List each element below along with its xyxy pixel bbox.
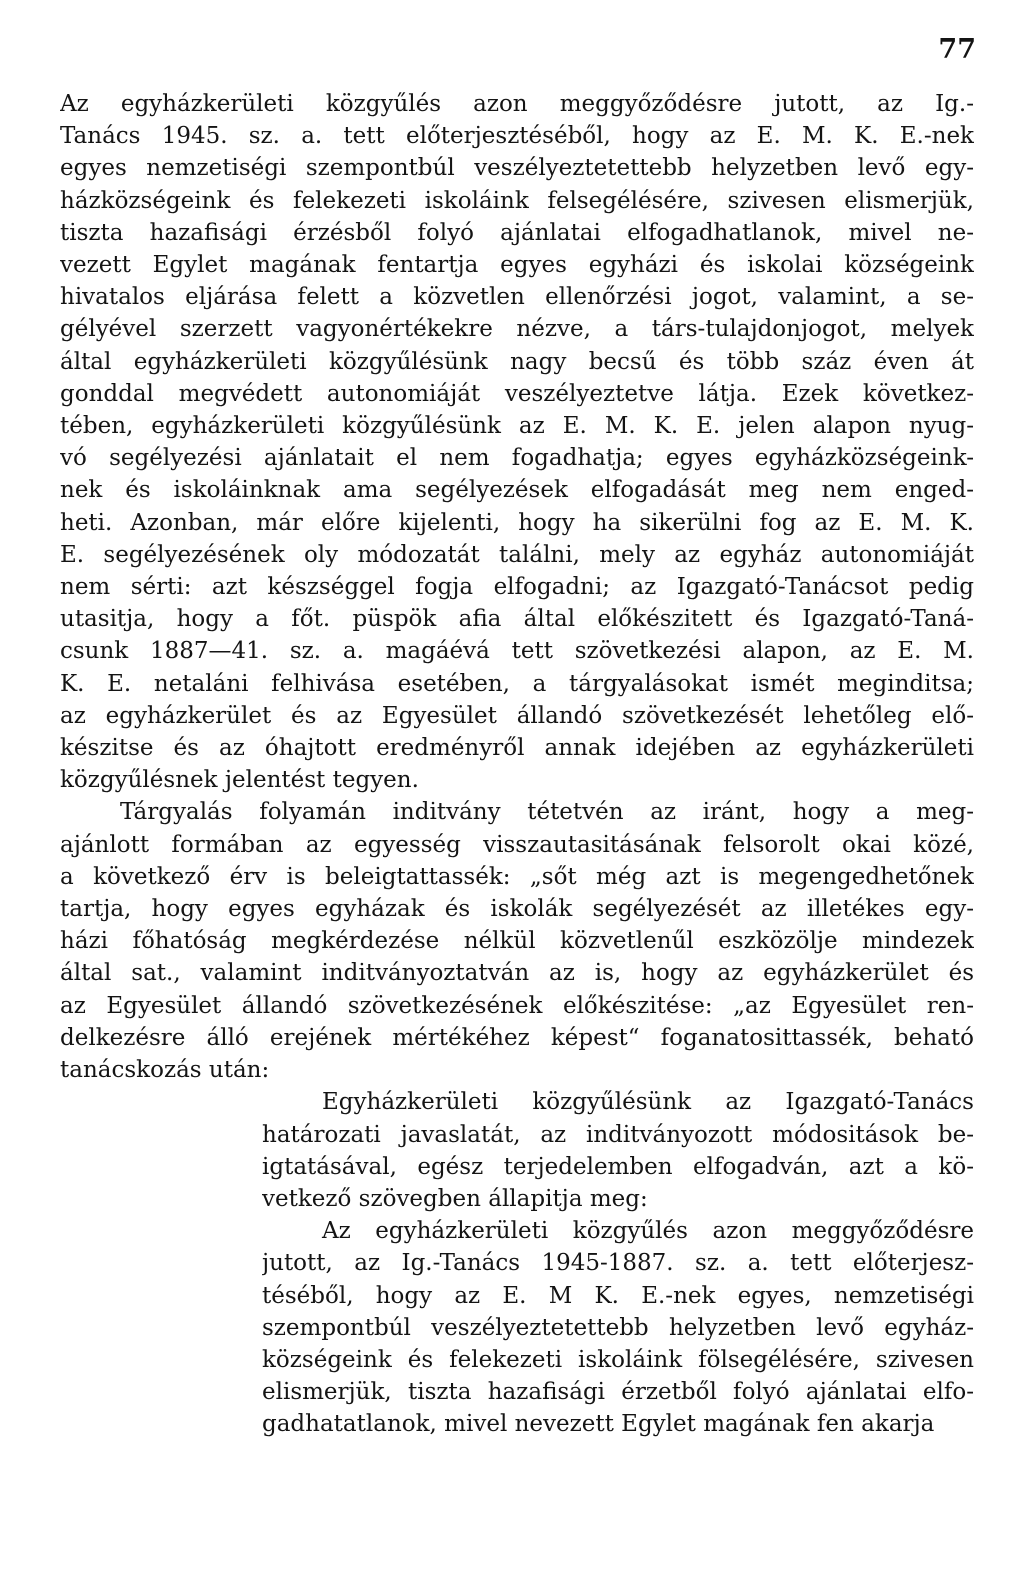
text-line: K. E. netaláni felhivása esetében, a tárgyalásokat ismét meginditsa; (60, 670, 974, 697)
text-line: vó segélyezési ajánlatait el nem fogadhatja; egyes egyházközségeink- (60, 445, 974, 472)
text-line: tiszta hazafisági érzésből folyó ajánlatai elfogadhatlanok, mivel ne- (60, 219, 974, 246)
quoted-resolution-block (262, 1086, 974, 1440)
text-line: Egyházkerületi közgyűlésünk az Igazgató-Tanács (322, 1089, 974, 1116)
text-line: tartja, hogy egyes egyházak és iskolák segélyezését az illetékes egy- (60, 896, 974, 923)
text-line: utasitja, hogy a főt. püspök afia által előkészitett és Igazgató-Taná- (60, 606, 974, 633)
text-line: gonddal megvédett autonomiáját veszélyeztetve látja. Ezek következ- (60, 380, 974, 407)
text-line: jutott, az Ig.-Tanács 1945-1887. sz. a. tett előterjesz- (262, 1250, 974, 1277)
text-line: elismerjük, tiszta hazafisági érzetből folyó ajánlatai elfo- (262, 1379, 974, 1406)
text-line: ajánlott formában az egyesség visszautasitásának felsorolt okai közé, (60, 831, 974, 858)
text-line: tanácskozás után: (60, 1057, 270, 1084)
text-line: által sat., valamint inditványoztatván az is, hogy az egyházkerület és (60, 960, 974, 987)
text-line: a következő érv is beleigtattassék: „sőt még azt is megengedhetőnek (60, 863, 974, 890)
text-line: szempontbúl veszélyeztetettebb helyzetben levő egyház- (262, 1314, 974, 1341)
text-line: közgyűlésnek jelentést tegyen. (60, 767, 419, 794)
text-line: téséből, hogy az E. M K. E.-nek egyes, nemzetiségi (262, 1282, 974, 1309)
paragraph-adopted-text (262, 1215, 974, 1440)
text-line: hivatalos eljárása felett a közvetlen ellenőrzési jogot, valamint, a se- (60, 284, 974, 311)
text-line: vezett Egylet magának fentartja egyes egyházi és iskolai községeink (60, 252, 974, 279)
text-line: Tárgyalás folyamán inditvány tétetvén az iránt, hogy a meg- (120, 799, 974, 826)
text-line: házközségeink és felekezeti iskoláink felsegélésére, szivesen elismerjük, (60, 187, 974, 214)
text-line: határozati javaslatát, az inditványozott módositások be- (262, 1121, 974, 1148)
text-line: Az egyházkerületi közgyűlés azon meggyőződésre (322, 1218, 974, 1245)
text-line: csunk 1887—41. sz. a. magáévá tett szövetkezési alapon, az E. M. (60, 638, 974, 665)
page-body (60, 88, 974, 1441)
paragraph-resolution-intro (60, 88, 974, 796)
text-line: delkezésre álló erejének mértékéhez képest“ foganatosittassék, beható (60, 1024, 974, 1051)
text-line: községeink és felekezeti iskoláink fölsegélésére, szivesen (262, 1346, 974, 1373)
text-line: tében, egyházkerületi közgyűlésünk az E. M. K. E. jelen alapon nyug- (60, 413, 974, 440)
paragraph-adoption-statement (262, 1086, 974, 1215)
text-line: házi főhatóság megkérdezése nélkül közvetlenűl eszközölje mindezek (60, 928, 974, 955)
text-line: heti. Azonban, már előre kijelenti, hogy ha sikerülni fog az E. M. K. (60, 509, 974, 536)
text-line: gélyével szerzett vagyonértékekre nézve, a társ-tulajdonjogot, melyek (60, 316, 974, 343)
text-line: az egyházkerület és az Egyesület állandó szövetkezését lehetőleg elő- (60, 702, 974, 729)
text-line: nem sérti: azt készséggel fogja elfogadni; az Igazgató-Tanácsot pedig (60, 574, 974, 601)
text-line: vetkező szövegben állapitja meg: (262, 1185, 648, 1212)
text-line: által egyházkerületi közgyűlésünk nagy becsű és több száz éven át (60, 348, 974, 375)
page-number: 77 (938, 34, 976, 65)
text-line: egyes nemzetiségi szempontbúl veszélyeztetettebb helyzetben levő egy- (60, 155, 974, 182)
text-line: E. segélyezésének oly módozatát találni, mely az egyház autonomiáját (60, 541, 974, 568)
text-line: gadhatatlanok, mivel nevezett Egylet magának fen akarja (262, 1411, 935, 1438)
text-line: az Egyesület állandó szövetkezésének előkészitése: „az Egyesület ren- (60, 992, 974, 1019)
text-line: Az egyházkerületi közgyűlés azon meggyőződésre jutott, az Ig.- (60, 91, 974, 117)
text-line: igtatásával, egész terjedelemben elfogadván, azt a kö- (262, 1153, 974, 1180)
text-line: nek és iskoláinknak ama segélyezések elfogadását meg nem enged- (60, 477, 974, 504)
text-line: készitse és az óhajtott eredményről annak idejében az egyházkerületi (60, 735, 974, 762)
text-line: Tanács 1945. sz. a. tett előterjesztéséből, hogy az E. M. K. E.-nek (60, 123, 974, 150)
paragraph-motion-debate (60, 796, 974, 1086)
